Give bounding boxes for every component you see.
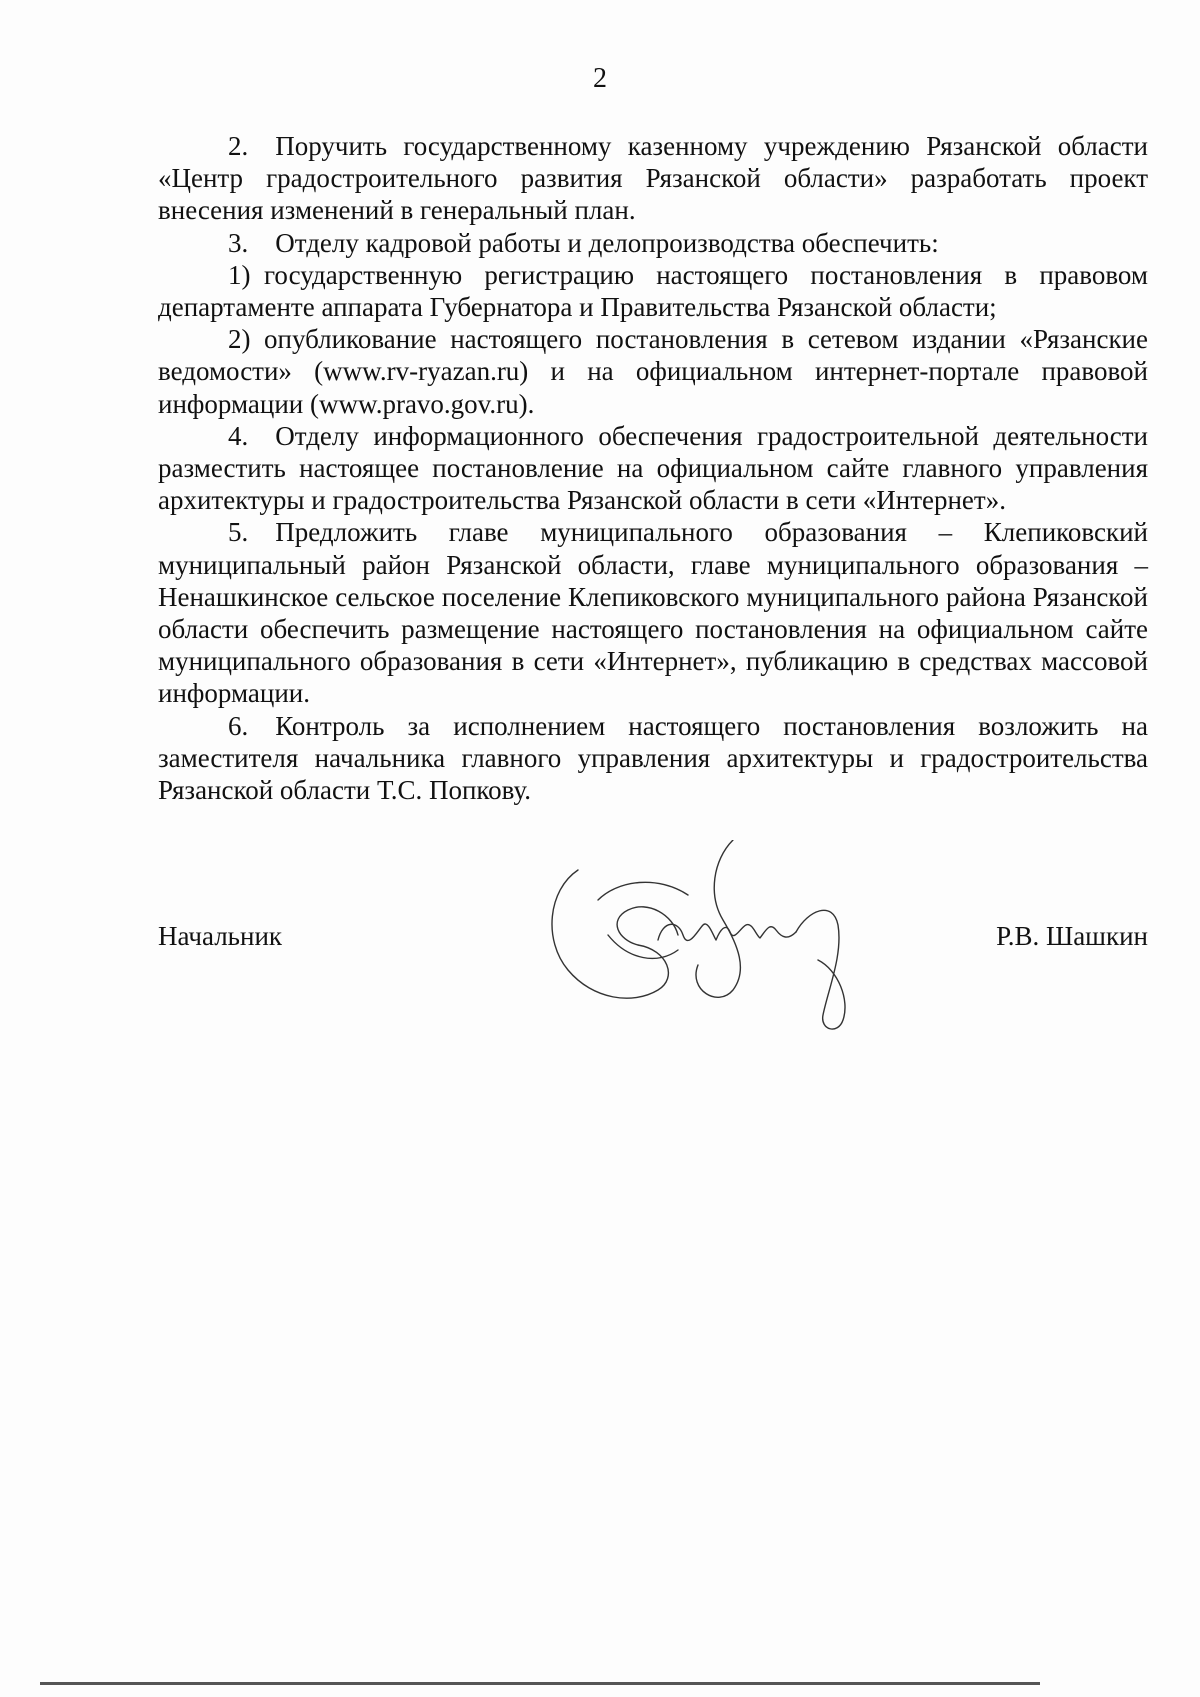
scan-edge-line [40,1682,1040,1685]
paragraph-item-6: 6. Контроль за исполнением настоящего постановления возложить на заместителя начальника главного управления архитектуры и градостроительства Рязанской области Т.С. Попкову. [158,710,1148,806]
signatory-name: Р.В. Шашкин [996,921,1148,951]
paragraph-item-3: 3. Отделу кадровой работы и делопроизводства обеспечить: [228,227,939,258]
paragraph-item-4: 4. Отделу информационного обеспечения градостроительной деятельности разместить настоящее постановление на официальном сайте главного управления архитектуры и градостроительства Рязанской области в сети «Интернет». [158,420,1148,516]
paragraph-item-2: 2. Поручить государственному казенному учреждению Рязанской области «Центр градостроительного развития Рязанской области» разработать проект внесения изменений в генеральный план. [158,131,1148,226]
page-number: 2 [593,63,607,94]
signature-block [158,920,1148,1060]
signatory-title: Начальник [158,921,283,951]
document-body [158,130,1148,806]
handwritten-signature [538,840,868,1040]
paragraph-item-5: 5. Предложить главе муниципального образования – Клепиковский муниципальный район Рязанской области, главе муниципального образования – Ненашкинское сельское поселение Клепиковского муниципального района Рязанской области обеспечить размещение настоящего постановления на официальном сайте муниципального образования в сети «Интернет», публикацию в средствах массовой информации. [158,517,1148,709]
paragraph-subitem-2: 2) опубликование настоящего постановления в сетевом издании «Рязанские ведомости» (www.rv-ryazan.ru) и на официальном интернет-портале правовой информации (www.pravo.gov.ru). [158,324,1148,419]
paragraph-subitem-1: 1) государственную регистрацию настоящего постановления в правовом департаменте аппарата Губернатора и Правительства Рязанской области; [158,259,1148,323]
